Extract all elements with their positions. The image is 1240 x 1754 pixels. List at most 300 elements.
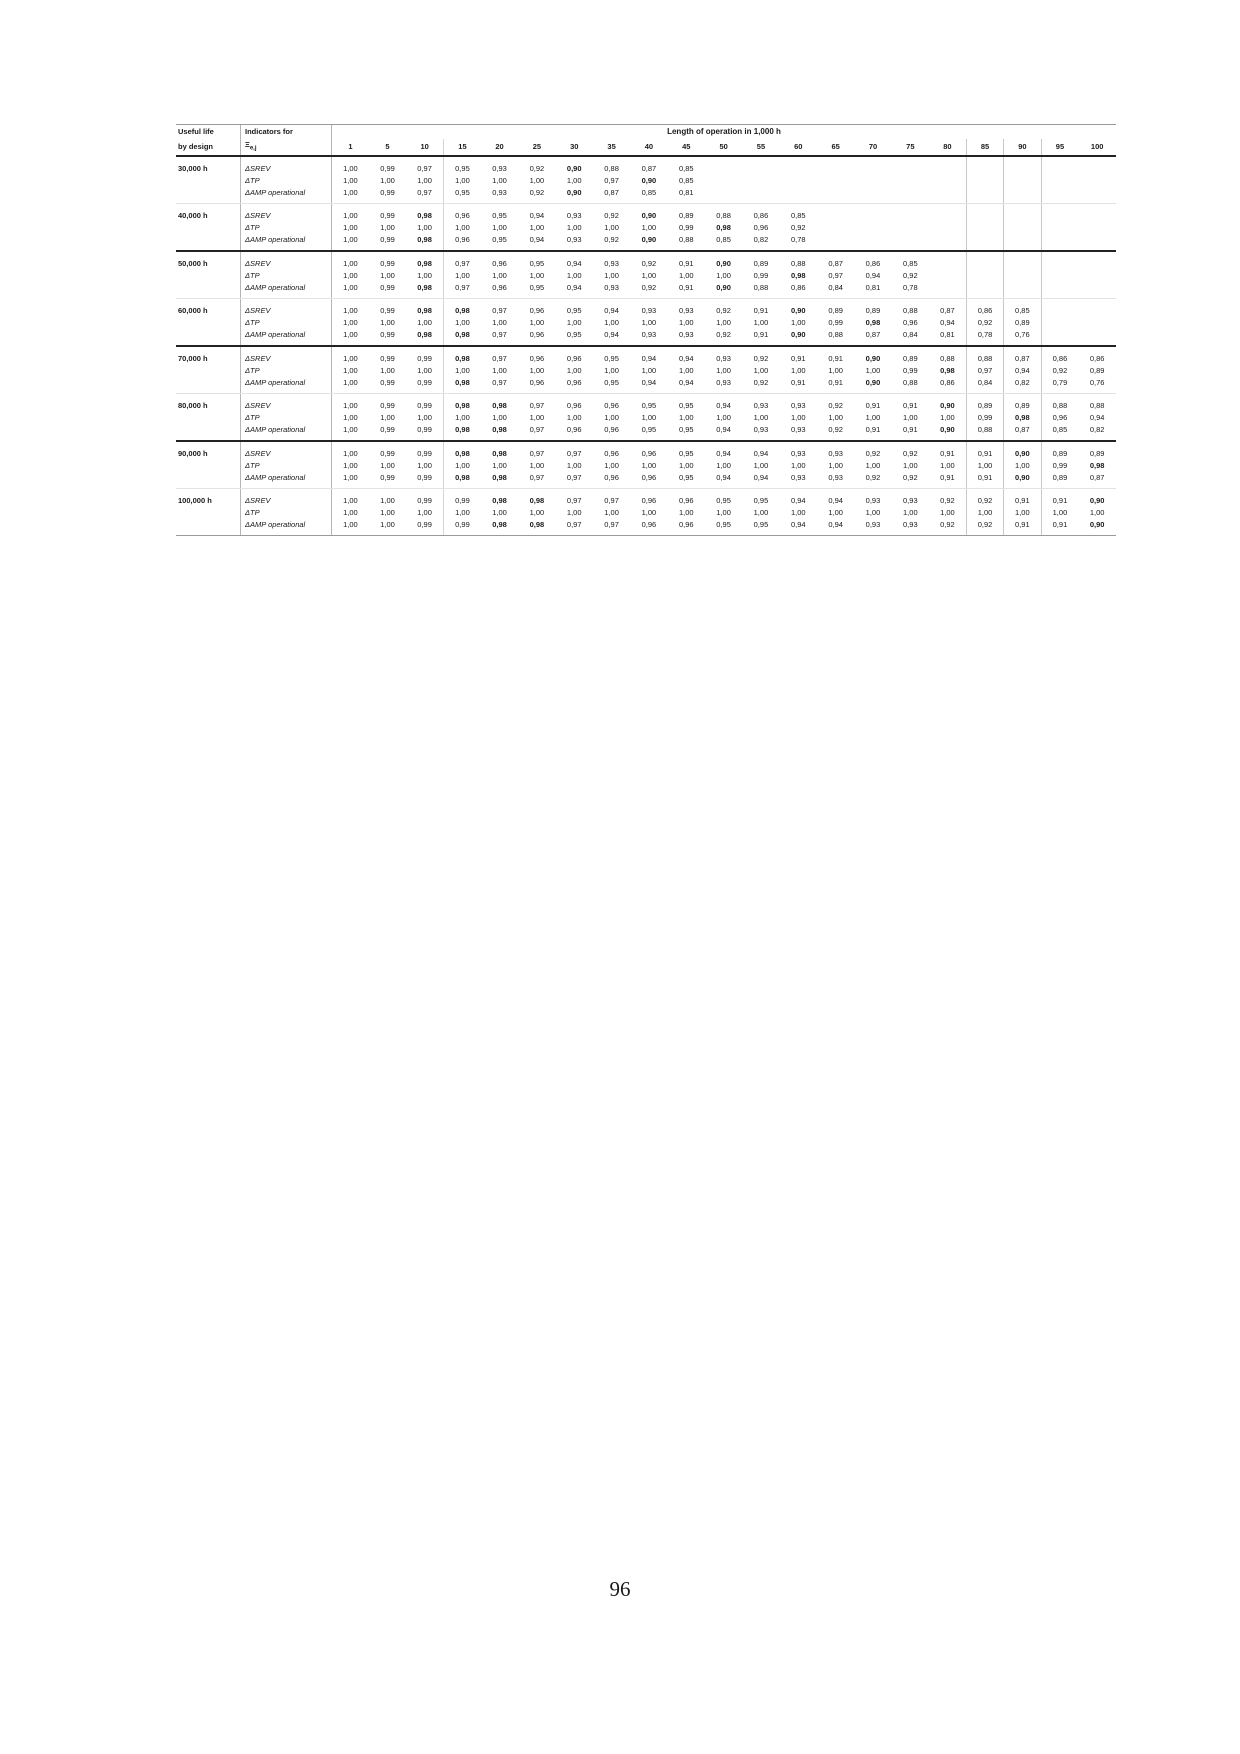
value-cell: 0,98: [417, 258, 432, 268]
value-cell: 0,88: [903, 305, 918, 315]
value-cell: 0,93: [753, 400, 769, 410]
value-cell: 0,97: [604, 495, 619, 505]
indicator-label-cell: ΔTP: [241, 412, 332, 424]
value-cell: 1,00: [566, 365, 582, 375]
useful-life-cell: [176, 460, 241, 472]
value-cell: 0,98: [940, 365, 955, 375]
value-cell: 0,91: [854, 424, 891, 441]
indicator-label-cell: ΔTP: [241, 365, 332, 377]
value-cell: 1,00: [716, 270, 731, 280]
value-cell: 0,87: [940, 305, 955, 315]
value-cell: [1041, 317, 1078, 329]
value-cell: 0,96: [1041, 412, 1078, 424]
value-cell: [1041, 270, 1078, 282]
value-cell: [929, 222, 966, 234]
value-cell: 1,00: [332, 472, 369, 489]
header-hour-cell: 35: [593, 139, 630, 156]
value-cell: [1041, 234, 1078, 251]
useful-life-cell: [176, 519, 241, 536]
value-cell: 0,96: [630, 472, 667, 489]
value-cell: 0,99: [380, 400, 395, 410]
value-cell: 0,94: [1004, 365, 1041, 377]
value-cell: 0,89: [828, 305, 843, 315]
value-cell: 0,91: [780, 377, 817, 394]
value-cell: 0,99: [369, 472, 406, 489]
value-cell: 1,00: [529, 222, 545, 232]
value-cell: 0,90: [630, 234, 667, 251]
value-cell: 1,00: [417, 222, 432, 232]
value-cell: 1,00: [332, 317, 369, 329]
value-cell: 0,85: [678, 163, 694, 173]
value-cell: 1,00: [678, 365, 694, 375]
table-row: [176, 507, 1116, 519]
value-cell: 1,00: [678, 460, 694, 470]
value-cell: 1,00: [790, 507, 806, 517]
value-cell: 1,00: [492, 270, 507, 280]
value-cell: 0,96: [593, 424, 630, 441]
value-cell: 0,93: [705, 377, 742, 394]
value-cell: 0,99: [417, 495, 432, 505]
value-cell: 0,89: [903, 353, 918, 363]
table-row: [176, 329, 1116, 346]
value-cell: 0,98: [492, 495, 507, 505]
value-cell: 0,90: [556, 187, 593, 204]
header-hour-cell: 40: [630, 139, 667, 156]
value-cell: 0,89: [865, 305, 881, 315]
value-cell: 1,00: [604, 507, 619, 517]
value-cell: 1,00: [604, 460, 619, 470]
header-indicators-line1: Indicators for: [241, 125, 332, 140]
value-cell: 0,92: [1041, 365, 1078, 377]
value-cell: [929, 270, 966, 282]
header-hour-cell: 90: [1004, 139, 1041, 156]
value-cell: 0,94: [556, 282, 593, 299]
value-cell: 1,00: [492, 365, 507, 375]
value-cell: 0,88: [1041, 393, 1078, 412]
indicator-label-cell: ΔAMP operational: [241, 377, 332, 394]
value-cell: 0,88: [966, 424, 1003, 441]
value-cell: 0,97: [518, 472, 555, 489]
value-cell: [966, 222, 1003, 234]
useful-life-cell: [176, 317, 241, 329]
value-cell: [1004, 282, 1041, 299]
value-cell: 1,00: [903, 460, 918, 470]
header-hour-cell: 20: [481, 139, 518, 156]
value-cell: [1078, 298, 1116, 317]
value-cell: 0,86: [929, 377, 966, 394]
value-cell: 0,93: [854, 519, 891, 536]
value-cell: 0,93: [790, 400, 806, 410]
value-cell: [1004, 175, 1041, 187]
value-cell: 0,95: [481, 234, 518, 251]
table-row: [176, 393, 1116, 412]
value-cell: 0,91: [828, 353, 843, 363]
value-cell: 0,98: [417, 305, 432, 315]
value-cell: 1,00: [444, 222, 481, 234]
value-cell: [1078, 156, 1116, 175]
value-cell: [1041, 251, 1078, 270]
value-cell: 1,00: [380, 270, 395, 280]
value-cell: 0,87: [828, 258, 843, 268]
value-cell: 0,93: [668, 329, 705, 346]
value-cell: 0,86: [865, 258, 881, 268]
value-cell: 0,97: [529, 448, 545, 458]
value-cell: 1,00: [641, 222, 657, 232]
value-cell: 0,91: [1004, 519, 1041, 536]
value-cell: 1,00: [444, 507, 481, 519]
header-indicators-line2: $\Xi_{e,j}$: [241, 139, 332, 156]
value-cell: 0,94: [780, 519, 817, 536]
value-cell: [929, 187, 966, 204]
value-cell: 1,00: [332, 234, 369, 251]
value-cell: 0,94: [566, 258, 582, 268]
value-cell: 0,99: [369, 234, 406, 251]
value-cell: 0,98: [444, 377, 481, 394]
value-cell: 1,00: [753, 507, 769, 517]
value-cell: 0,92: [940, 495, 955, 505]
value-cell: 0,93: [556, 234, 593, 251]
value-cell: [1004, 222, 1041, 234]
value-cell: 0,98: [481, 472, 518, 489]
value-cell: 0,93: [828, 448, 843, 458]
value-cell: [1004, 203, 1041, 222]
value-cell: [1041, 222, 1078, 234]
value-cell: 1,00: [380, 507, 395, 517]
value-cell: [892, 175, 929, 187]
value-cell: 0,96: [604, 448, 619, 458]
value-cell: [1004, 270, 1041, 282]
header-hour-cell: 30: [556, 139, 593, 156]
value-cell: 0,99: [753, 270, 769, 280]
value-cell: 0,98: [444, 424, 481, 441]
value-cell: 0,93: [678, 305, 694, 315]
value-cell: 0,91: [1041, 488, 1078, 507]
value-cell: 0,78: [892, 282, 929, 299]
value-cell: 1,00: [641, 507, 657, 517]
value-cell: 1,00: [940, 507, 955, 517]
table-row: [176, 519, 1116, 536]
value-cell: 0,84: [966, 377, 1003, 394]
value-cell: 0,95: [630, 424, 667, 441]
indicator-label-cell: ΔSREV: [241, 156, 332, 175]
value-cell: [1078, 251, 1116, 270]
value-cell: 0,99: [406, 519, 443, 536]
value-cell: 0,95: [604, 353, 619, 363]
value-cell: 0,98: [481, 424, 518, 441]
indicator-label-cell: ΔAMP operational: [241, 519, 332, 536]
value-cell: 0,88: [716, 210, 731, 220]
value-cell: 0,87: [641, 163, 657, 173]
value-cell: 1,00: [716, 412, 731, 422]
value-cell: 0,91: [678, 258, 694, 268]
value-cell: [966, 187, 1003, 204]
value-cell: 0,96: [529, 305, 545, 315]
value-cell: [705, 187, 742, 204]
value-cell: 0,99: [369, 187, 406, 204]
value-cell: 1,00: [529, 270, 545, 280]
table-row: [176, 251, 1116, 270]
value-cell: 0,92: [630, 282, 667, 299]
value-cell: 0,98: [1004, 412, 1041, 424]
value-cell: 0,88: [790, 258, 806, 268]
value-cell: 0,95: [529, 258, 545, 268]
value-cell: 0,90: [1004, 441, 1041, 460]
value-cell: 1,00: [444, 412, 481, 424]
value-cell: 0,96: [593, 472, 630, 489]
table-body: [176, 156, 1116, 536]
value-cell: 0,88: [742, 282, 779, 299]
value-cell: 0,88: [892, 377, 929, 394]
value-cell: [966, 234, 1003, 251]
value-cell: 0,76: [1004, 329, 1041, 346]
useful-life-cell: [176, 175, 241, 187]
value-cell: [1041, 329, 1078, 346]
header-hour-cell: 75: [892, 139, 929, 156]
value-cell: [1078, 234, 1116, 251]
value-cell: [1004, 234, 1041, 251]
value-cell: 0,90: [1078, 519, 1116, 536]
value-cell: 0,90: [780, 329, 817, 346]
value-cell: 0,91: [1041, 519, 1078, 536]
value-cell: 0,91: [753, 305, 769, 315]
value-cell: 0,97: [481, 377, 518, 394]
value-cell: 0,98: [444, 329, 481, 346]
value-cell: 1,00: [678, 317, 694, 327]
value-cell: 0,95: [668, 424, 705, 441]
value-cell: 0,89: [966, 393, 1003, 412]
useful-life-cell: [176, 329, 241, 346]
value-cell: 1,00: [492, 460, 507, 470]
value-cell: 0,85: [678, 175, 694, 185]
value-cell: [929, 175, 966, 187]
value-cell: 0,97: [566, 448, 582, 458]
value-cell: [817, 203, 854, 222]
value-cell: 0,92: [604, 210, 619, 220]
table-row: [176, 460, 1116, 472]
value-cell: 0,95: [705, 519, 742, 536]
value-cell: 0,99: [380, 210, 395, 220]
value-cell: 0,92: [641, 258, 657, 268]
value-cell: 0,94: [790, 495, 806, 505]
value-cell: [817, 222, 854, 234]
indicator-label-cell: ΔSREV: [241, 251, 332, 270]
value-cell: 1,00: [903, 507, 918, 517]
value-cell: 0,89: [1004, 317, 1041, 329]
value-cell: 0,98: [406, 234, 443, 251]
value-cell: 0,97: [444, 251, 481, 270]
table-row: [176, 175, 1116, 187]
value-cell: 0,99: [1041, 460, 1078, 472]
value-cell: 0,90: [854, 377, 891, 394]
value-cell: 0,97: [828, 270, 843, 280]
indicator-label-cell: ΔSREV: [241, 488, 332, 507]
value-cell: 0,92: [966, 519, 1003, 536]
value-cell: 0,94: [529, 210, 545, 220]
value-cell: 1,00: [444, 175, 481, 187]
value-cell: [892, 156, 929, 175]
indicator-label-cell: ΔTP: [241, 507, 332, 519]
value-cell: [929, 156, 966, 175]
value-cell: 0,82: [1078, 424, 1116, 441]
value-cell: 1,00: [332, 222, 369, 234]
value-cell: 0,91: [892, 424, 929, 441]
value-cell: 0,95: [678, 400, 694, 410]
value-cell: 0,92: [854, 472, 891, 489]
value-cell: 0,93: [817, 472, 854, 489]
value-cell: 0,97: [556, 519, 593, 536]
value-cell: [780, 156, 817, 175]
value-cell: 0,95: [753, 495, 769, 505]
value-cell: 1,00: [865, 412, 881, 422]
value-cell: 0,96: [444, 203, 481, 222]
value-cell: 0,76: [1078, 377, 1116, 394]
value-cell: 0,94: [716, 400, 731, 410]
table-row: [176, 187, 1116, 204]
value-cell: 0,86: [780, 282, 817, 299]
value-cell: 0,93: [892, 519, 929, 536]
value-cell: 0,92: [817, 424, 854, 441]
value-cell: [1041, 298, 1078, 317]
value-cell: 0,98: [492, 448, 507, 458]
value-cell: 0,97: [481, 329, 518, 346]
value-cell: [817, 156, 854, 175]
header-hour-cell: 70: [854, 139, 891, 156]
value-cell: 0,94: [604, 305, 619, 315]
indicator-label-cell: ΔSREV: [241, 441, 332, 460]
value-cell: 0,88: [817, 329, 854, 346]
value-cell: 0,85: [1041, 424, 1078, 441]
value-cell: 0,99: [406, 472, 443, 489]
value-cell: 0,81: [854, 282, 891, 299]
header-hour-cell: 55: [742, 139, 779, 156]
indicator-label-cell: ΔSREV: [241, 346, 332, 365]
value-cell: 1,00: [380, 365, 395, 375]
value-cell: 0,97: [593, 519, 630, 536]
value-cell: 0,90: [566, 163, 582, 173]
value-cell: 1,00: [332, 424, 369, 441]
table-row: [176, 488, 1116, 507]
operation-length-table: [176, 124, 1116, 536]
value-cell: 0,97: [417, 163, 432, 173]
useful-life-cell: [176, 222, 241, 234]
value-cell: [1078, 175, 1116, 187]
value-cell: 0,96: [492, 258, 507, 268]
value-cell: 0,99: [406, 377, 443, 394]
indicator-label-cell: ΔSREV: [241, 203, 332, 222]
value-cell: 1,00: [790, 460, 806, 470]
value-cell: [1041, 282, 1078, 299]
value-cell: 0,95: [556, 329, 593, 346]
value-cell: 0,91: [742, 329, 779, 346]
value-cell: 0,86: [1089, 353, 1105, 363]
table-row: [176, 282, 1116, 299]
value-cell: 0,91: [966, 472, 1003, 489]
value-cell: 0,97: [966, 365, 1003, 377]
value-cell: [780, 187, 817, 204]
value-cell: 1,00: [1041, 507, 1078, 519]
value-cell: 0,81: [668, 187, 705, 204]
value-cell: 0,96: [481, 282, 518, 299]
value-cell: 0,90: [790, 305, 806, 315]
value-cell: 1,00: [566, 175, 582, 185]
value-cell: 0,91: [865, 400, 881, 410]
value-cell: [929, 234, 966, 251]
useful-life-cell: [176, 507, 241, 519]
value-cell: 1,00: [332, 329, 369, 346]
value-cell: 1,00: [369, 519, 406, 536]
value-cell: 1,00: [716, 460, 731, 470]
indicator-label-cell: ΔAMP operational: [241, 424, 332, 441]
value-cell: 0,96: [641, 495, 657, 505]
value-cell: [742, 187, 779, 204]
useful-life-cell: [176, 424, 241, 441]
indicator-label-cell: ΔSREV: [241, 393, 332, 412]
value-cell: 0,96: [630, 519, 667, 536]
value-cell: 0,93: [780, 472, 817, 489]
value-cell: 1,00: [332, 156, 369, 175]
value-cell: 1,00: [716, 507, 731, 517]
indicator-label-cell: ΔAMP operational: [241, 234, 332, 251]
useful-life-cell: 90,000 h: [178, 448, 208, 458]
value-cell: 0,97: [406, 187, 443, 204]
value-cell: 0,98: [406, 329, 443, 346]
page-number: 96: [609, 1577, 631, 1601]
value-cell: 1,00: [828, 412, 843, 422]
value-cell: 1,00: [380, 222, 395, 232]
value-cell: 0,93: [790, 448, 806, 458]
value-cell: 1,00: [940, 460, 955, 470]
value-cell: 1,00: [417, 460, 432, 470]
value-cell: 1,00: [332, 441, 369, 460]
value-cell: 1,00: [332, 488, 369, 507]
value-cell: [817, 187, 854, 204]
value-cell: 0,82: [1004, 377, 1041, 394]
value-cell: [780, 175, 817, 187]
value-cell: 0,90: [705, 282, 742, 299]
value-cell: 0,97: [492, 353, 507, 363]
value-cell: [854, 156, 891, 175]
value-cell: 1,00: [332, 393, 369, 412]
header-hour-cell: 45: [668, 139, 705, 156]
value-cell: 0,94: [865, 270, 881, 280]
value-cell: 1,00: [966, 460, 1003, 472]
table-row: [176, 270, 1116, 282]
value-cell: 0,88: [604, 163, 619, 173]
value-cell: 0,86: [753, 210, 769, 220]
value-cell: [1078, 329, 1116, 346]
value-cell: 1,00: [492, 317, 507, 327]
value-cell: 1,00: [529, 507, 545, 517]
value-cell: 0,94: [518, 234, 555, 251]
value-cell: 1,00: [332, 460, 369, 472]
value-cell: 0,84: [892, 329, 929, 346]
useful-life-cell: 30,000 h: [178, 163, 208, 173]
value-cell: 1,00: [332, 203, 369, 222]
value-cell: 1,00: [790, 317, 806, 327]
value-cell: 1,00: [529, 175, 545, 185]
value-cell: 0,94: [705, 472, 742, 489]
value-cell: 1,00: [492, 507, 507, 517]
value-cell: 1,00: [417, 412, 432, 422]
value-cell: [1041, 156, 1078, 175]
table-row: [176, 424, 1116, 441]
value-cell: 1,00: [641, 317, 657, 327]
value-cell: 0,89: [678, 210, 694, 220]
indicator-label-cell: ΔAMP operational: [241, 282, 332, 299]
value-cell: 0,94: [753, 448, 769, 458]
indicator-label-cell: ΔAMP operational: [241, 329, 332, 346]
useful-life-cell: [176, 377, 241, 394]
